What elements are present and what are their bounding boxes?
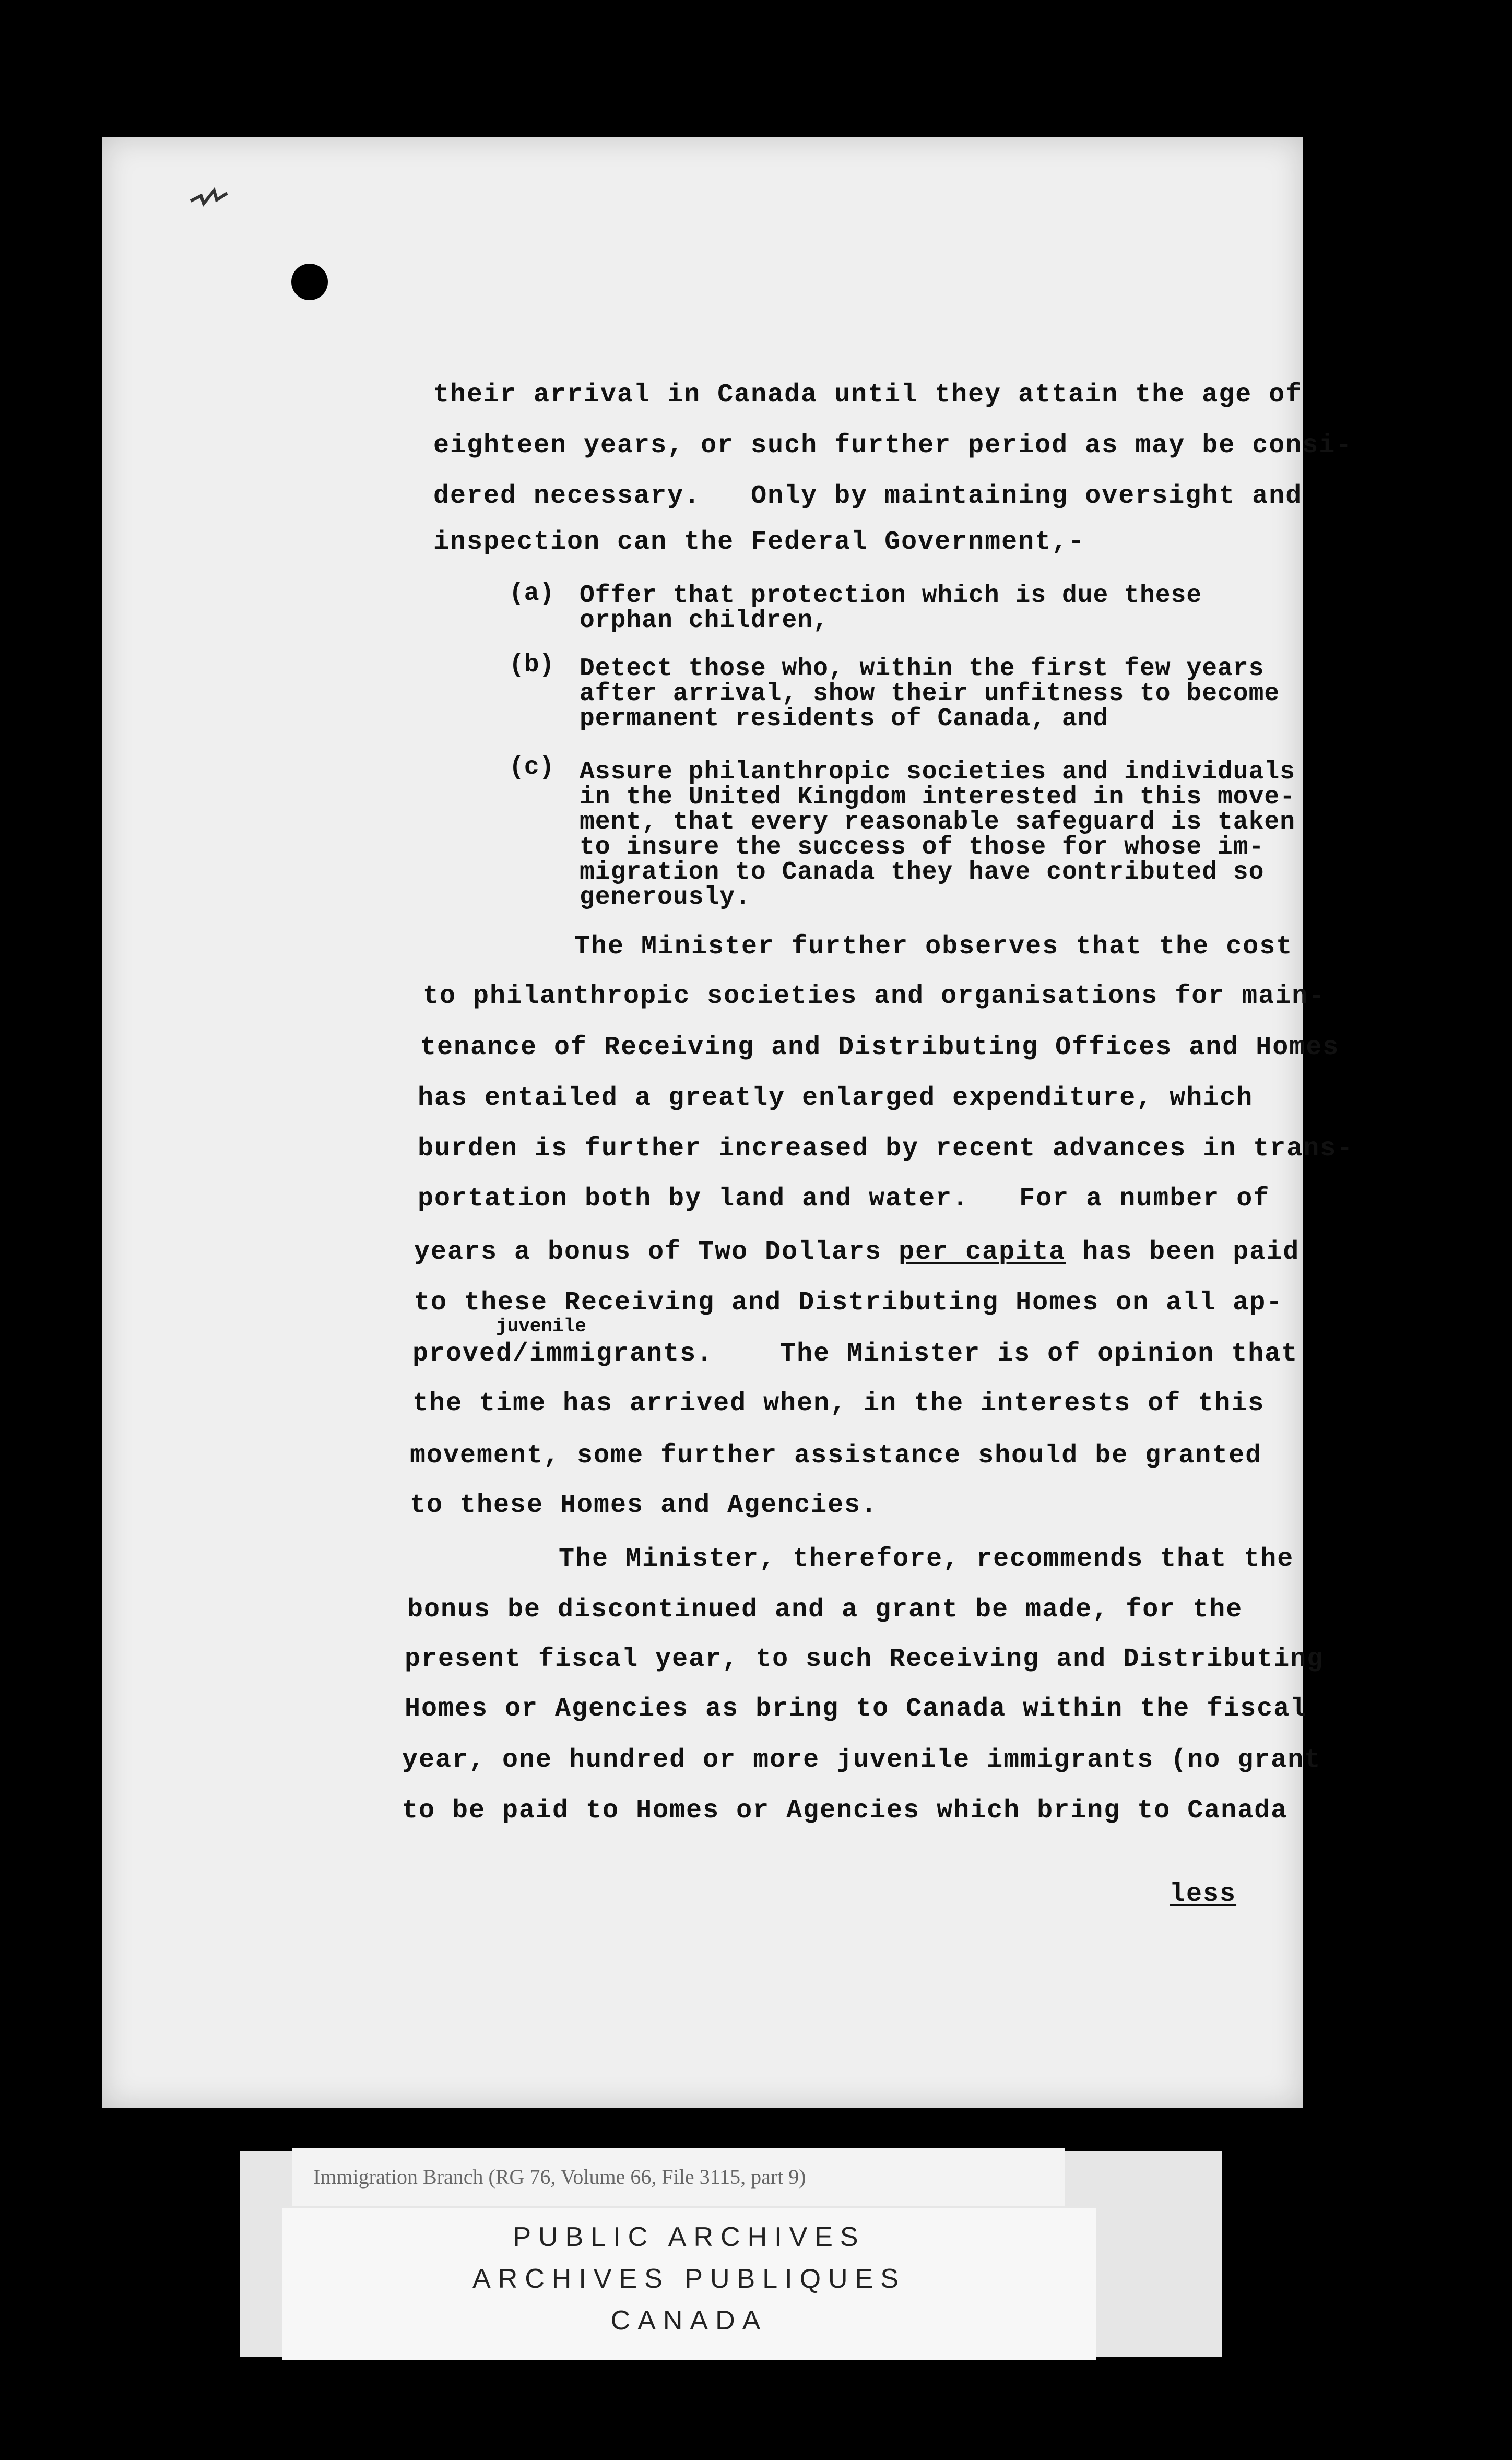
text-line: The Minister further observes that the cost (574, 932, 1293, 962)
text-line: to be paid to Homes or Agencies which bring to Canada (402, 1796, 1288, 1826)
item-line: migration to Canada they have contributed so (580, 858, 1265, 886)
item-line: orphan children, (580, 607, 829, 635)
archive-stamp (282, 2208, 1096, 2360)
item-line: generously. (580, 883, 751, 912)
text-line: burden is further increased by recent advances in trans- (418, 1134, 1354, 1164)
text-line: present fiscal year, to such Receiving and Distributing (405, 1645, 1324, 1674)
item-line: Detect those who, within the first few years (580, 655, 1265, 683)
item-label: (c) (509, 753, 554, 782)
item-line: ment, that every reasonable safeguard is taken (580, 808, 1296, 836)
text-line: tenance of Receiving and Distributing Offices and Homes (420, 1033, 1340, 1062)
text-line: to these Homes and Agencies. (410, 1491, 878, 1520)
text-line: the time has arrived when, in the interests of this (412, 1389, 1265, 1418)
stamp-line-2: ARCHIVES PUBLIQUES (473, 2264, 906, 2294)
text-line: their arrival in Canada until they attain the age of (433, 380, 1303, 410)
text-line: has entailed a greatly enlarged expenditure, which (418, 1083, 1254, 1113)
item-line: Assure philanthropic societies and individuals (580, 758, 1296, 786)
text-line: movement, some further assistance should be granted (410, 1441, 1262, 1471)
text-line: The Minister, therefore, recommends that the (559, 1544, 1294, 1574)
stamp-line-1: PUBLIC ARCHIVES (513, 2222, 866, 2252)
text-line (414, 1237, 1300, 1267)
item-label: (a) (509, 579, 554, 608)
archive-reference: Immigration Branch (RG 76, Volume 66, File 3115, part 9) (292, 2148, 1065, 2206)
item-line: after arrival, show their unfitness to become (580, 680, 1280, 708)
stamp-line-3: CANADA (610, 2305, 768, 2336)
interlinear-insertion: juvenile (496, 1316, 586, 1337)
text-segment: years a bonus of Two Dollars (414, 1237, 899, 1267)
catchword: less (1170, 1879, 1237, 1909)
text-line: to philanthropic societies and organisations for main- (423, 981, 1326, 1011)
item-line: permanent residents of Canada, and (580, 705, 1109, 733)
item-line: in the United Kingdom interested in this move- (580, 783, 1296, 811)
text-line: eighteen years, or such further period as may be consi- (433, 431, 1353, 460)
ink-smudge (185, 180, 232, 211)
text-line: portation both by land and water. For a number of (418, 1184, 1270, 1214)
text-line: bonus be discontinued and a grant be made, for the (407, 1595, 1243, 1625)
punch-hole (291, 264, 328, 300)
underlined-phrase: per capita (899, 1237, 1066, 1267)
text-segment: has been paid (1066, 1237, 1300, 1267)
text-line: year, one hundred or more juvenile immigrants (no grant (402, 1745, 1321, 1775)
item-line: Offer that protection which is due these (580, 582, 1202, 610)
item-label: (b) (509, 651, 554, 679)
text-line: Homes or Agencies as bring to Canada within the fiscal (405, 1694, 1307, 1724)
text-line: to these Receiving and Distributing Homes on all ap- (414, 1288, 1283, 1318)
text-line: proved/immigrants. The Minister is of opinion that (412, 1339, 1298, 1369)
text-line: inspection can the Federal Government,- (433, 527, 1085, 557)
text-line: dered necessary. Only by maintaining oversight and (433, 481, 1303, 511)
item-line: to insure the success of those for whose im- (580, 833, 1265, 861)
